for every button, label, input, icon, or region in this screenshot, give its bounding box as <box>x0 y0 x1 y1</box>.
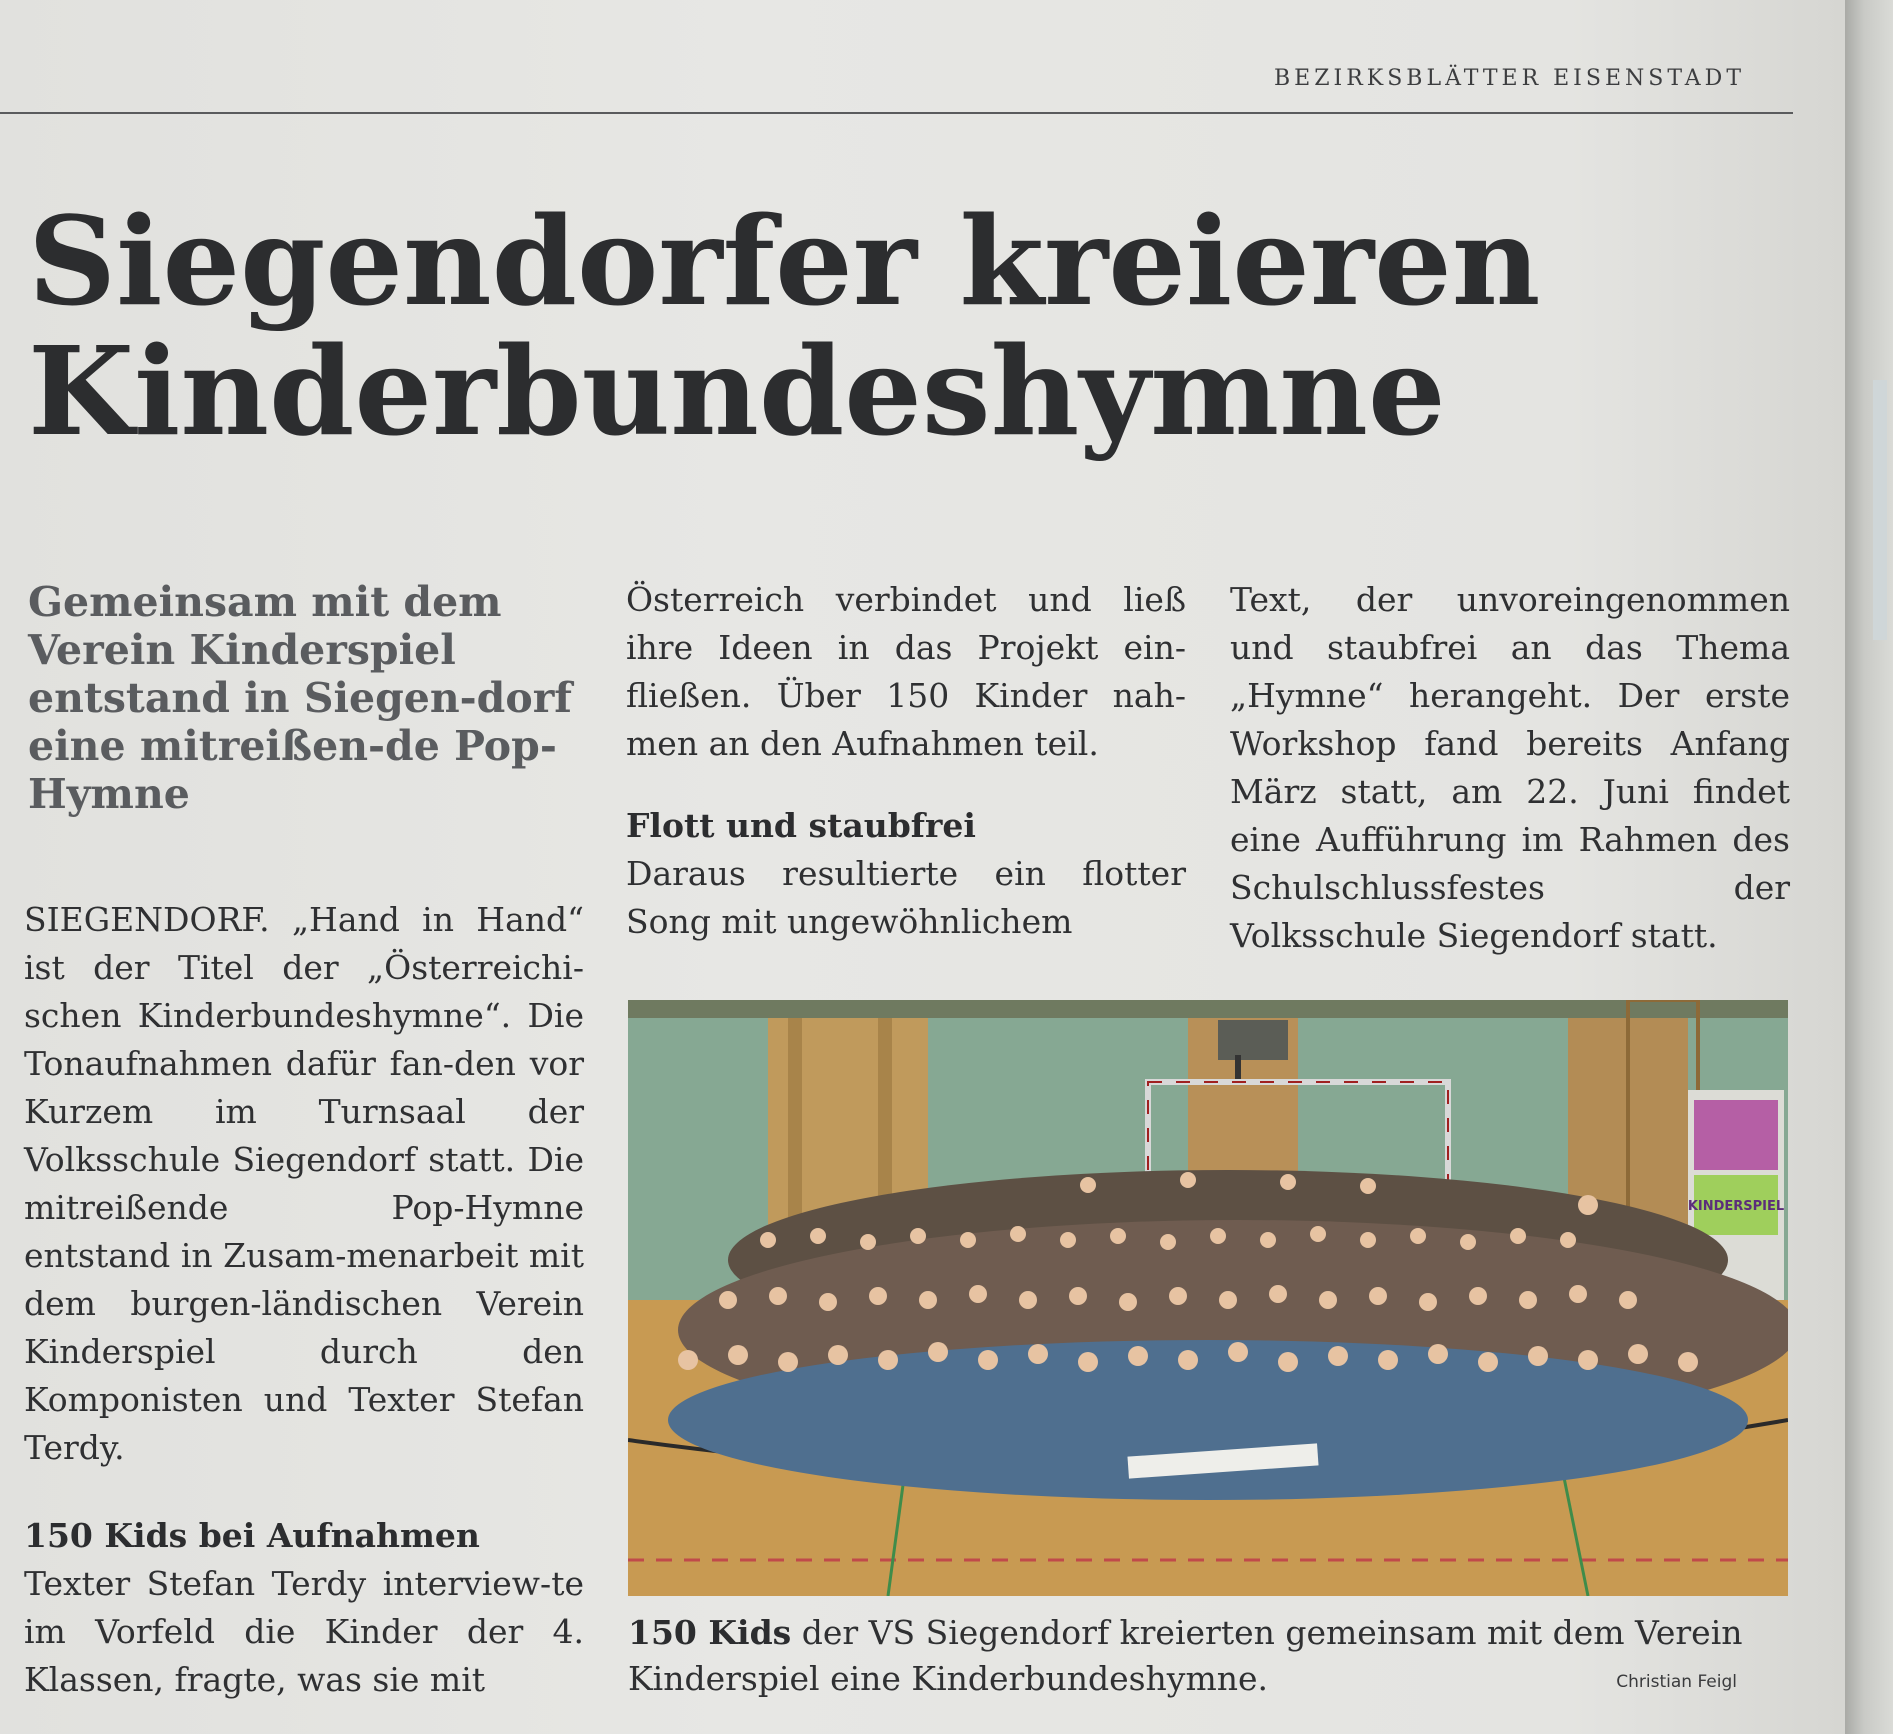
caption-bold-lead: 150 Kids <box>628 1613 792 1652</box>
article-column-2 <box>626 576 1186 946</box>
article-paragraph: Daraus resultierte ein flotter Song mit ungewöhnlichem <box>626 854 1186 941</box>
photo-caption <box>628 1610 1788 1702</box>
masthead: BEZIRKSBLÄTTER EISENSTADT <box>1274 66 1745 91</box>
article-paragraph: Österreich verbindet und ließ ihre Ideen in das Projekt ein-fließen. Über 150 Kinder nah-men an den Aufnahmen teil. <box>626 580 1186 763</box>
headline-line-2: Kinderbundeshymne <box>28 319 1446 463</box>
section-heading-150-kids: 150 Kids bei Aufnahmen <box>24 1516 480 1555</box>
article-column-3 <box>1230 576 1790 960</box>
photo-credit: Christian Feigl <box>1616 1672 1737 1692</box>
adjacent-page-edge <box>1845 0 1893 1734</box>
masthead-rule <box>0 112 1793 114</box>
group-photo <box>628 1000 1788 1596</box>
article-intro-paragraph: SIEGENDORF. „Hand in Hand“ ist der Titel der „Österreichi-schen Kinderbundeshymne“. Die Tonaufnahmen dafür fan-den vor Kurzem im Turnsaal der Volksschule Siegendorf statt. Die mitreißende Pop-Hymne entstand in Zusam-menarbeit mit dem burgen-ländischen Verein Kinderspiel durch den Komponisten und Texter Stefan Terdy. <box>24 900 584 1467</box>
article-paragraph: Text, der unvoreingenommen und staubfrei an das Thema „Hymne“ herangeht. Der erste Workshop fand bereits Anfang März statt, am 22. Juni findet eine Aufführung im Rahmen des Schulschlussfestes der Volksschule Siegendorf statt. <box>1230 580 1790 955</box>
caption-text: der VS Siegendorf kreierten gemeinsam mit dem Verein Kinderspiel eine Kinderbundeshymne. <box>628 1613 1743 1698</box>
headline-line-1: Siegendorfer kreieren <box>28 189 1541 333</box>
subheadline: Gemeinsam mit dem Verein Kinderspiel entstand in Siegen-dorf eine mitreißen-de Pop-Hymne <box>28 578 572 818</box>
headline <box>28 189 1798 463</box>
group-photo-illustration <box>628 1000 1788 1596</box>
section-heading-flott: Flott und staubfrei <box>626 806 976 845</box>
banner-text: KINDERSPIEL <box>1687 1199 1785 1214</box>
adjacent-page-fragment <box>1873 380 1887 640</box>
article-column-1 <box>24 896 584 1704</box>
article-paragraph: Texter Stefan Terdy interview-te im Vorfeld die Kinder der 4. Klassen, fragte, was sie mit <box>24 1564 584 1699</box>
